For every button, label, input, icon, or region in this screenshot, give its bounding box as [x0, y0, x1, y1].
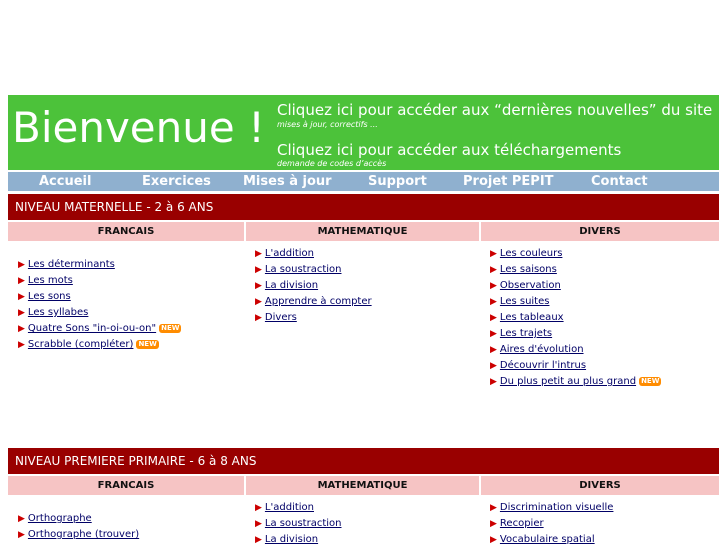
list-item [255, 500, 342, 516]
nav-support[interactable]: Support [368, 174, 427, 189]
list-item [255, 294, 372, 310]
exercise-link[interactable]: Les trajets [499, 328, 553, 339]
list-item [255, 310, 372, 326]
exercise-link[interactable]: Divers [264, 312, 297, 323]
section-title-premiere-primaire [8, 448, 719, 474]
arrow-right-icon: ▶ [490, 249, 497, 259]
list-item [490, 278, 661, 294]
list-item [490, 358, 661, 374]
exercise-link[interactable]: Recopier [499, 518, 544, 529]
list-divers-primaire [490, 500, 613, 548]
welcome-banner [8, 95, 719, 170]
list-item [255, 516, 342, 532]
exercise-link[interactable]: Les syllabes [27, 307, 89, 318]
main-nav [8, 172, 719, 191]
list-item [490, 246, 661, 262]
arrow-right-icon: ▶ [18, 292, 25, 302]
arrow-right-icon: ▶ [18, 514, 25, 524]
exercise-link[interactable]: Observation [499, 280, 561, 291]
downloads-link[interactable]: Cliquez ici pour accéder aux téléchargements [277, 141, 622, 159]
list-item [490, 342, 661, 358]
list-item [490, 310, 661, 326]
column-header-mathematique: MATHEMATIQUE [246, 476, 479, 495]
list-item [255, 246, 372, 262]
arrow-right-icon: ▶ [490, 519, 497, 529]
list-item [255, 278, 372, 294]
list-francais-maternelle [18, 257, 181, 353]
arrow-right-icon: ▶ [255, 519, 262, 529]
exercise-link[interactable]: Les déterminants [27, 259, 115, 270]
exercise-link[interactable]: Aires d'évolution [499, 344, 584, 355]
exercise-link[interactable]: Discrimination visuelle [499, 502, 614, 513]
list-item [490, 532, 613, 548]
list-item [490, 500, 613, 516]
arrow-right-icon: ▶ [18, 308, 25, 318]
column-header-divers: DIVERS [481, 222, 719, 241]
exercise-link[interactable]: La division [264, 280, 319, 291]
list-item [18, 273, 181, 289]
column-header-francais: FRANCAIS [8, 222, 244, 241]
nav-mises-a-jour[interactable]: Mises à jour [243, 174, 332, 189]
exercise-link[interactable]: Orthographe [27, 513, 92, 524]
exercise-link[interactable]: Du plus petit au plus grand [499, 376, 637, 387]
arrow-right-icon: ▶ [490, 297, 497, 307]
list-francais-primaire [18, 511, 139, 543]
arrow-right-icon: ▶ [490, 329, 497, 339]
arrow-right-icon: ▶ [255, 313, 262, 323]
downloads-sub: demande de codes d’accès [277, 159, 387, 168]
exercise-link[interactable]: Les couleurs [499, 248, 563, 259]
exercise-link[interactable]: Les saisons [499, 264, 557, 275]
column-header-divers: DIVERS [481, 476, 719, 495]
exercise-link[interactable]: Les mots [27, 275, 73, 286]
nav-accueil[interactable]: Accueil [39, 174, 92, 189]
exercise-link[interactable]: Orthographe (trouver) [27, 529, 140, 540]
new-badge: NEW [138, 340, 157, 348]
column-header-mathematique: MATHEMATIQUE [246, 222, 479, 241]
list-item [490, 516, 613, 532]
arrow-right-icon: ▶ [490, 361, 497, 371]
arrow-right-icon: ▶ [18, 260, 25, 270]
arrow-right-icon: ▶ [255, 535, 262, 545]
arrow-right-icon: ▶ [490, 265, 497, 275]
exercise-link[interactable]: L'addition [264, 502, 314, 513]
exercise-link[interactable]: Les suites [499, 296, 550, 307]
section-title-text: NIVEAU PREMIERE PRIMAIRE - 6 à 8 ANS [15, 454, 257, 468]
list-item [18, 257, 181, 273]
list-item [490, 374, 661, 390]
exercise-link[interactable]: Les tableaux [499, 312, 564, 323]
arrow-right-icon: ▶ [18, 276, 25, 286]
arrow-right-icon: ▶ [18, 324, 25, 334]
news-sub: mises à jour, correctifs ... [277, 120, 378, 129]
arrow-right-icon: ▶ [490, 313, 497, 323]
list-item [18, 321, 181, 337]
column-header-francais: FRANCAIS [8, 476, 244, 495]
welcome-title: Bienvenue ! [12, 103, 265, 152]
news-link[interactable]: Cliquez ici pour accéder aux “dernières nouvelles” du site [277, 101, 713, 119]
exercise-link[interactable]: Les sons [27, 291, 71, 302]
arrow-right-icon: ▶ [490, 345, 497, 355]
nav-projet-pepit[interactable]: Projet PEPIT [463, 174, 554, 189]
exercise-link[interactable]: Vocabulaire spatial [499, 534, 595, 545]
section-title-text: NIVEAU MATERNELLE - 2 à 6 ANS [15, 200, 214, 214]
new-badge: NEW [641, 377, 660, 385]
exercise-link[interactable]: La division [264, 534, 319, 545]
exercise-link[interactable]: Découvrir l'intrus [499, 360, 587, 371]
list-item [255, 262, 372, 278]
exercise-link[interactable]: L'addition [264, 248, 314, 259]
exercise-link[interactable]: La soustraction [264, 518, 342, 529]
arrow-right-icon: ▶ [255, 297, 262, 307]
arrow-right-icon: ▶ [18, 530, 25, 540]
list-item [18, 511, 139, 527]
list-mathematique-primaire [255, 500, 342, 548]
list-item [255, 532, 342, 548]
list-item [490, 326, 661, 342]
exercise-link[interactable]: Apprendre à compter [264, 296, 372, 307]
arrow-right-icon: ▶ [490, 281, 497, 291]
section-title-maternelle [8, 194, 719, 220]
new-badge: NEW [161, 324, 180, 332]
list-item [490, 294, 661, 310]
arrow-right-icon: ▶ [490, 503, 497, 513]
list-item [18, 527, 139, 543]
list-item [18, 305, 181, 321]
arrow-right-icon: ▶ [490, 535, 497, 545]
arrow-right-icon: ▶ [255, 281, 262, 291]
arrow-right-icon: ▶ [255, 503, 262, 513]
arrow-right-icon: ▶ [490, 377, 497, 387]
exercise-link[interactable]: Quatre Sons "in-oi-ou-on" [27, 323, 157, 334]
list-item [18, 289, 181, 305]
exercise-link[interactable]: Scrabble (compléter) [27, 339, 134, 350]
arrow-right-icon: ▶ [255, 265, 262, 275]
list-item [18, 337, 181, 353]
nav-exercices[interactable]: Exercices [142, 174, 211, 189]
nav-contact[interactable]: Contact [591, 174, 648, 189]
arrow-right-icon: ▶ [255, 249, 262, 259]
list-divers-maternelle [490, 246, 661, 390]
list-mathematique-maternelle [255, 246, 372, 326]
exercise-link[interactable]: La soustraction [264, 264, 342, 275]
list-item [490, 262, 661, 278]
arrow-right-icon: ▶ [18, 340, 25, 350]
